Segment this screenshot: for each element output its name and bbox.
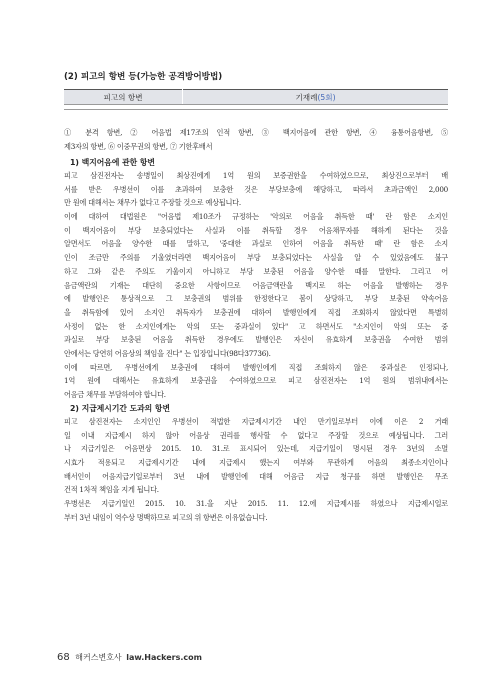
publisher-brand: 해커스변호사 xyxy=(75,653,122,662)
blank-note-paragraph xyxy=(64,169,448,402)
text-line: 서를 받은 우병선이 이를 초과하여 보충한 것은 부당보충에 해당하고, 따라서 초과금액인 2,000 xyxy=(64,184,448,194)
presentment-paragraph xyxy=(64,415,448,525)
text-line: 이 백지어음이 부당 보충되었다는 사실과 이를 취득할 경우 어음채무자를 해하게 된다는 것을 xyxy=(64,225,448,235)
text-line: 배서인이 어음지급기일로부터 3년 내에 발행인에 대해 어음금 지급 청구를 하면 발행인은 무조 xyxy=(64,471,448,481)
publisher-url: law.Hackers.com xyxy=(126,653,202,662)
text-line: 하고 그와 같은 주의도 기울이지 아니하고 부당 보충된 어음을 양수한 때를 말한다. 그리고 어 xyxy=(64,266,448,276)
text-line: 나 지급기일은 어음면상 2015. 10. 31.로 표시되어 있는데, 지급기일이 명시된 경우 3년의 소멸 xyxy=(64,444,448,454)
table-header-example-label: 기재례 xyxy=(295,92,318,102)
exam-round-tag: (5회) xyxy=(317,92,336,102)
text-line: 일 이내 지급제시 하지 않아 어음상 권리를 행사할 수 없다고 주장할 것으로 예상됩니다. 그러 xyxy=(64,430,448,440)
text-line: 건적 1차적 책임을 지게 됩니다. xyxy=(64,485,159,495)
subsection-title-blank-note: 1) 백지어음에 관한 항변 xyxy=(70,158,155,167)
text-line: 사정이 없는 한 소지인에게는 악의 또는 중과실이 있다" 고 하면서도 "소지인이 악의 또는 중 xyxy=(64,321,448,331)
text-line: 피고 삼진전자는 송병일이 최상진에게 1억 원의 보증권한을 수여하였으므로, 최상진으로부터 배 xyxy=(64,171,448,180)
page-number: 68 xyxy=(57,652,70,663)
text-line: 시효가 적용되고 지급제시기간 내에 지급제시 했는지 여부와 무관하게 어음의 최종소지인이나 xyxy=(64,458,448,468)
text-line: 이에 따르면, 우병선에게 보충권에 대하여 발행인에게 직접 조회하지 않은 중과실은 인정되나, xyxy=(64,362,448,372)
defense-table xyxy=(64,89,448,110)
text-line: 우병선은 지급기일인 2015. 10. 31.을 지난 2015. 11. 12.에 지급제시를 하였으나 지급제시일로 xyxy=(64,499,448,509)
text-line: 을 취득함에 있어 소지인 취득자가 보충권에 대하여 발행인에게 직접 조회하지 않았다면 특별히 xyxy=(64,307,448,317)
text-line: 에 발행인은 통상적으로 그 보충권의 범위를 한정한다고 봄이 상당하고, 부당 보충된 약속어음 xyxy=(64,294,448,304)
text-line: 안에서는 당연히 어음상의 책임을 진다" 는 입장입니다(98다37736). xyxy=(64,348,271,358)
text-line: 피고 삼진전자는 소지인인 우병선이 적법한 지급제시기간 내인 만기일로부터 이에 이은 2 거래 xyxy=(64,417,448,426)
text-line: 알면서도 어음을 양수한 때를 말하고, '중대한 과실로 인하여 어음을 취득한 때' 란 함은 소지 xyxy=(64,239,448,249)
table-header-defense: 피고의 항변 xyxy=(64,90,183,105)
text-line: 부터 3년 내임이 역수상 명백하므로 피고의 위 항변은 이유없습니다. xyxy=(64,512,268,522)
text-line: 1억 원에 대해서는 유효하게 보충권을 수여하였으므로 피고 삼진전자는 1억 원의 범위내에서는 xyxy=(64,376,448,386)
defense-list xyxy=(64,126,448,153)
text-line: 인이 조금만 주의를 기울였더라면 백지어음이 부당 보충되었다는 사실을 알 수 있었음에도 불구 xyxy=(64,253,448,263)
page-footer xyxy=(57,652,202,663)
list-line: 제3자의 항변, ⑥ 이중무권의 항변, ⑦ 기한후배서 xyxy=(64,141,213,151)
text-line: 이에 대하여 대법원은 "어음법 제10조가 규정하는 '악의로 어음을 취득한 때' 란 함은 소지인 xyxy=(64,212,448,222)
text-line: 음금액란의 기재는 대단히 중요한 사항이므로 어음금액란을 백지로 하는 어음을 발행하는 경우 xyxy=(64,280,448,290)
subsection-title-presentment: 2) 지급제시기간 도과의 항변 xyxy=(70,404,170,413)
text-line: 과실로 부당 보충된 어음을 취득한 경우에도 발행인은 자신이 유효하게 보충권을 수여한 범위 xyxy=(64,335,448,345)
text-line: 만 원에 대해서는 채무가 없다고 주장할 것으로 예상됩니다. xyxy=(64,198,241,208)
table-header-example xyxy=(183,90,449,105)
text-line: 어음금 채무를 부담하여야 합니다. xyxy=(64,390,166,399)
list-line: ① 분격 항변, ② 어음법 제17조의 인적 항변, ③ 백지어음에 관한 항변, ④ 융통어음항변, ⑤ xyxy=(64,128,448,137)
section-title: (2) 피고의 항변 등(가능한 공격방어방법) xyxy=(64,72,223,82)
